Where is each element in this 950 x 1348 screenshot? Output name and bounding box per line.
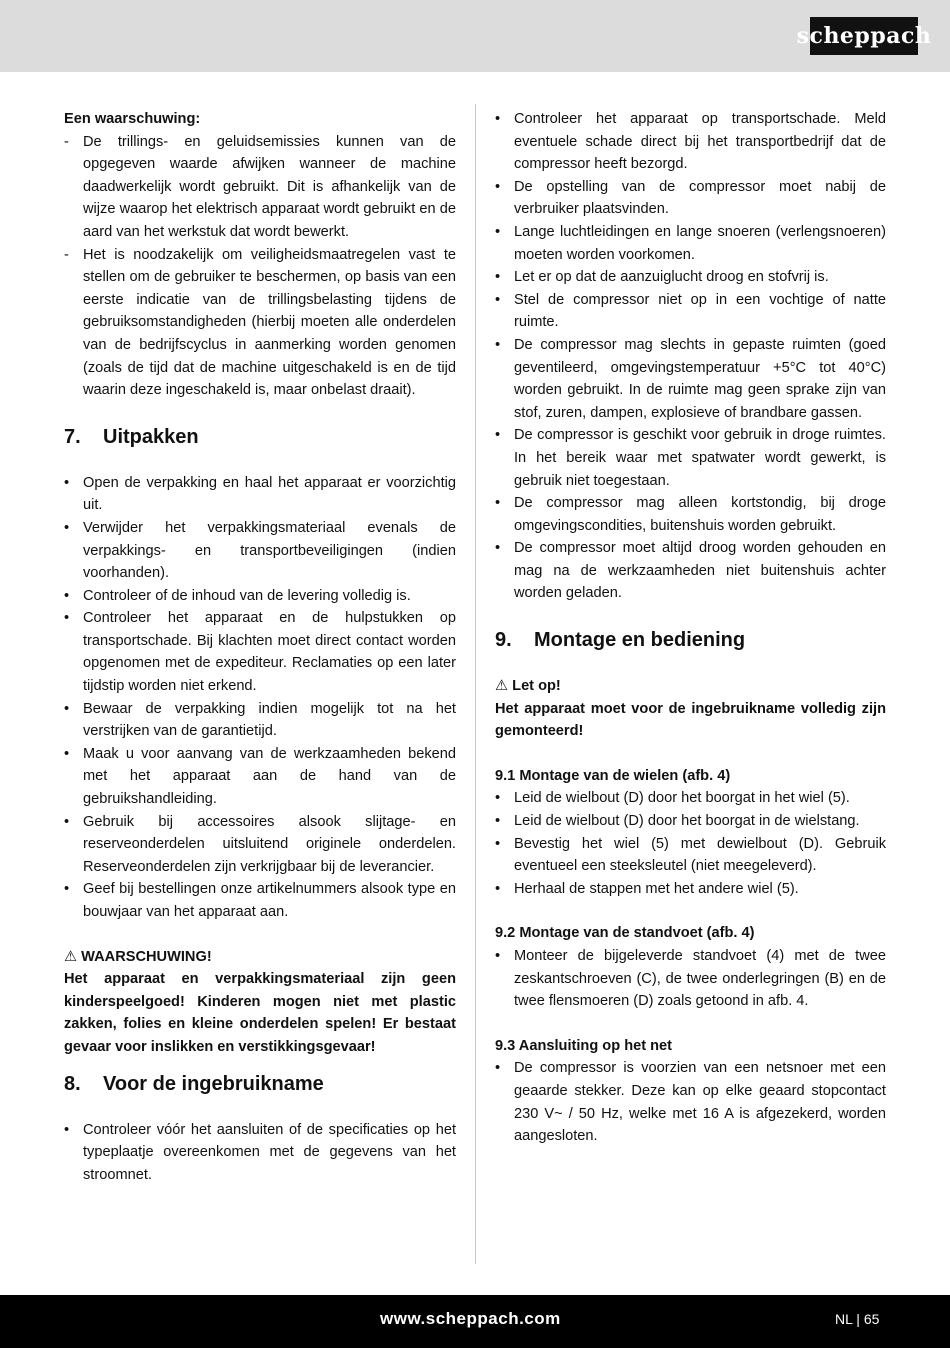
list-item: • Controleer het apparaat op transportschade. Meld eventuele schade direct bij het transportbedrijf dat de compressor heeft bezorgd. — [495, 111, 886, 173]
attention-heading: ⚠ Let op! — [495, 678, 561, 695]
list-item: • Leid de wielbout (D) door het boorgat in de wielstang. — [495, 813, 860, 830]
column-divider — [475, 104, 476, 1264]
list-item: • De compressor mag alleen kortstondig, bij droge omgevingscondities, buitenshuis worden gebruikt. — [495, 495, 886, 534]
list-item: • De compressor moet altijd droog worden gehouden en mag na de werkzaamheden niet buitenshuis achter worden geladen. — [495, 540, 886, 602]
list-item: • Open de verpakking en haal het apparaat er voorzichtig uit. — [64, 474, 456, 514]
list-item: • De opstelling van de compressor moet nabij de verbruiker plaatsvinden. — [495, 178, 886, 218]
header-band — [0, 0, 950, 72]
left-column — [64, 108, 456, 1186]
dash-marker: - — [64, 246, 69, 263]
list-item: • Bevestig het wiel (5) met dewielbout (D). Gebruik eventueel een steeksleutel (niet meegeleverd). — [495, 835, 886, 875]
list-item: • Controleer het apparaat en de hulpstukken op transportschade. Bij klachten moet direct contact worden opgenomen met de expediteur. Reclamaties op een later tijdstip worden niet erkend. — [64, 610, 456, 695]
warning-triangle-icon: ⚠ — [495, 678, 509, 695]
dash-marker: - — [64, 133, 69, 150]
list-item: • Maak u voor aanvang van de werkzaamheden bekend met het apparaat aan de hand van de gebruikshandleiding. — [64, 745, 456, 808]
list-item: • Geef bij bestellingen onze artikelnummers alsook type en bouwjaar van het apparaat aan. — [64, 881, 456, 920]
list-item: • Bewaar de verpakking indien mogelijk tot na het verstrijken van de garantietijd. — [64, 700, 456, 740]
list-item: • Leid de wielbout (D) door het boorgat in het wiel (5). — [495, 790, 850, 807]
list-item: - Het is noodzakelijk om veiligheidsmaatregelen vast te stellen om de gebruiker te beschermen, op basis van een eerste indicatie van de trillingsbelasting tijdens de gebruiksomstandigheden (hierbij moeten alle onderdelen van de bedrijfscyclus in aanmerking worden genomen (zoals de tijd dat de machine uitgeschakeld is en de tijd waarin deze ingeschakeld is, maar onbelast draait). — [64, 244, 456, 402]
footer-website-link[interactable]: www.scheppach.com — [380, 1309, 561, 1328]
list-item: • Controleer vóór het aansluiten of de specificaties op het typeplaatje overeenkomen met de gegevens van het stroomnet. — [64, 1121, 456, 1183]
scheppach-logo: scheppach — [810, 17, 918, 55]
list-item: • Herhaal de stappen met het andere wiel (5). — [495, 880, 799, 897]
list-item: • Gebruik bij accessoires alsook slijtage- en reserveonderdelen uitsluitend originele onderdelen. Reserveonderdelen zijn verkrijgbaar bij de leverancier. — [64, 813, 456, 875]
section-9-heading: 9. Montage en bediening — [495, 629, 746, 652]
list-item: • Let er op dat de aanzuiglucht droog en stofvrij is. — [495, 269, 829, 286]
danger-heading: ⚠ WAARSCHUWING! — [64, 948, 212, 965]
page-number: 65 — [863, 1311, 880, 1327]
list-item: - De trillings- en geluidsemissies kunnen van de opgegeven waarde afwijken wanneer de machine daadwerkelijk wordt gebruikt. Dit is afhankelijk van de wijze waarop het elektrisch apparaat wordt gebruikt en de aard van het werkstuk dat wordt bewerkt. — [64, 131, 456, 244]
list-item: • Lange luchtleidingen en lange snoeren (verlengsnoeren) moeten worden voorkomen. — [495, 223, 886, 263]
section-7-heading: 7. Uitpakken — [64, 425, 199, 448]
list-item: • De compressor mag slechts in gepaste ruimten (goed geventileerd, omgevingstemperatuur +5°C tot 40°C) worden gebruikt. In de ruimte mag geen sprake zijn van stof, zuren, dampen, explosieve of brandbare gassen. — [495, 336, 886, 421]
list-item: • Stel de compressor niet op in een vochtige of natte ruimte. — [495, 291, 886, 331]
footer-page-indicator: NL | 65 — [835, 1311, 880, 1327]
warning-triangle-icon: ⚠ — [64, 948, 78, 965]
list-item: • De compressor is geschikt voor gebruik in droge ruimtes. In het bereik waar met spatwater wordt gewerkt, is gebruik niet toegestaan. — [495, 427, 886, 489]
list-item: • Verwijder het verpakkingsmateriaal evenals de verpakkings- en transportbeveiligingen (indien voorhanden). — [64, 519, 456, 582]
list-item: • Monteer de bijgeleverde standvoet (4) met de twee zeskantschroeven (C), de twee onderlegringen (B) en de twee flensmoeren (D) zoals getoond in afb. 4. — [495, 948, 886, 1010]
section-8-heading: 8. Voor de ingebruikname — [64, 1072, 324, 1095]
warning-heading: Een waarschuwing: — [64, 111, 201, 127]
danger-text: Het apparaat en verpakkingsmateriaal zijn geen kinderspeelgoed! Kinderen mogen niet met plastic zakken, folies en kleine onderdelen spelen! Er bestaat gevaar voor inslikken en verstikkingsgevaar! — [64, 971, 456, 1055]
attention-text: Het apparaat moet voor de ingebruikname volledig zijn gemonteerd! — [495, 700, 886, 740]
footer-band — [0, 1295, 950, 1348]
subsection-9-3-heading: 9.3 Aansluiting op het net — [495, 1037, 673, 1054]
list-item: • Controleer of de inhoud van de levering volledig is. — [64, 587, 411, 604]
list-item: • De compressor is voorzien van een netsnoer met een geaarde stekker. Deze kan op elke geaard stopcontact 230 V~ / 50 Hz, welke met 16 A is afgezekerd, worden aangesloten. — [495, 1060, 886, 1145]
subsection-9-1-heading: 9.1 Montage van de wielen (afb. 4) — [495, 767, 731, 784]
right-column — [495, 108, 886, 1148]
subsection-9-2-heading: 9.2 Montage van de standvoet (afb. 4) — [495, 925, 755, 942]
